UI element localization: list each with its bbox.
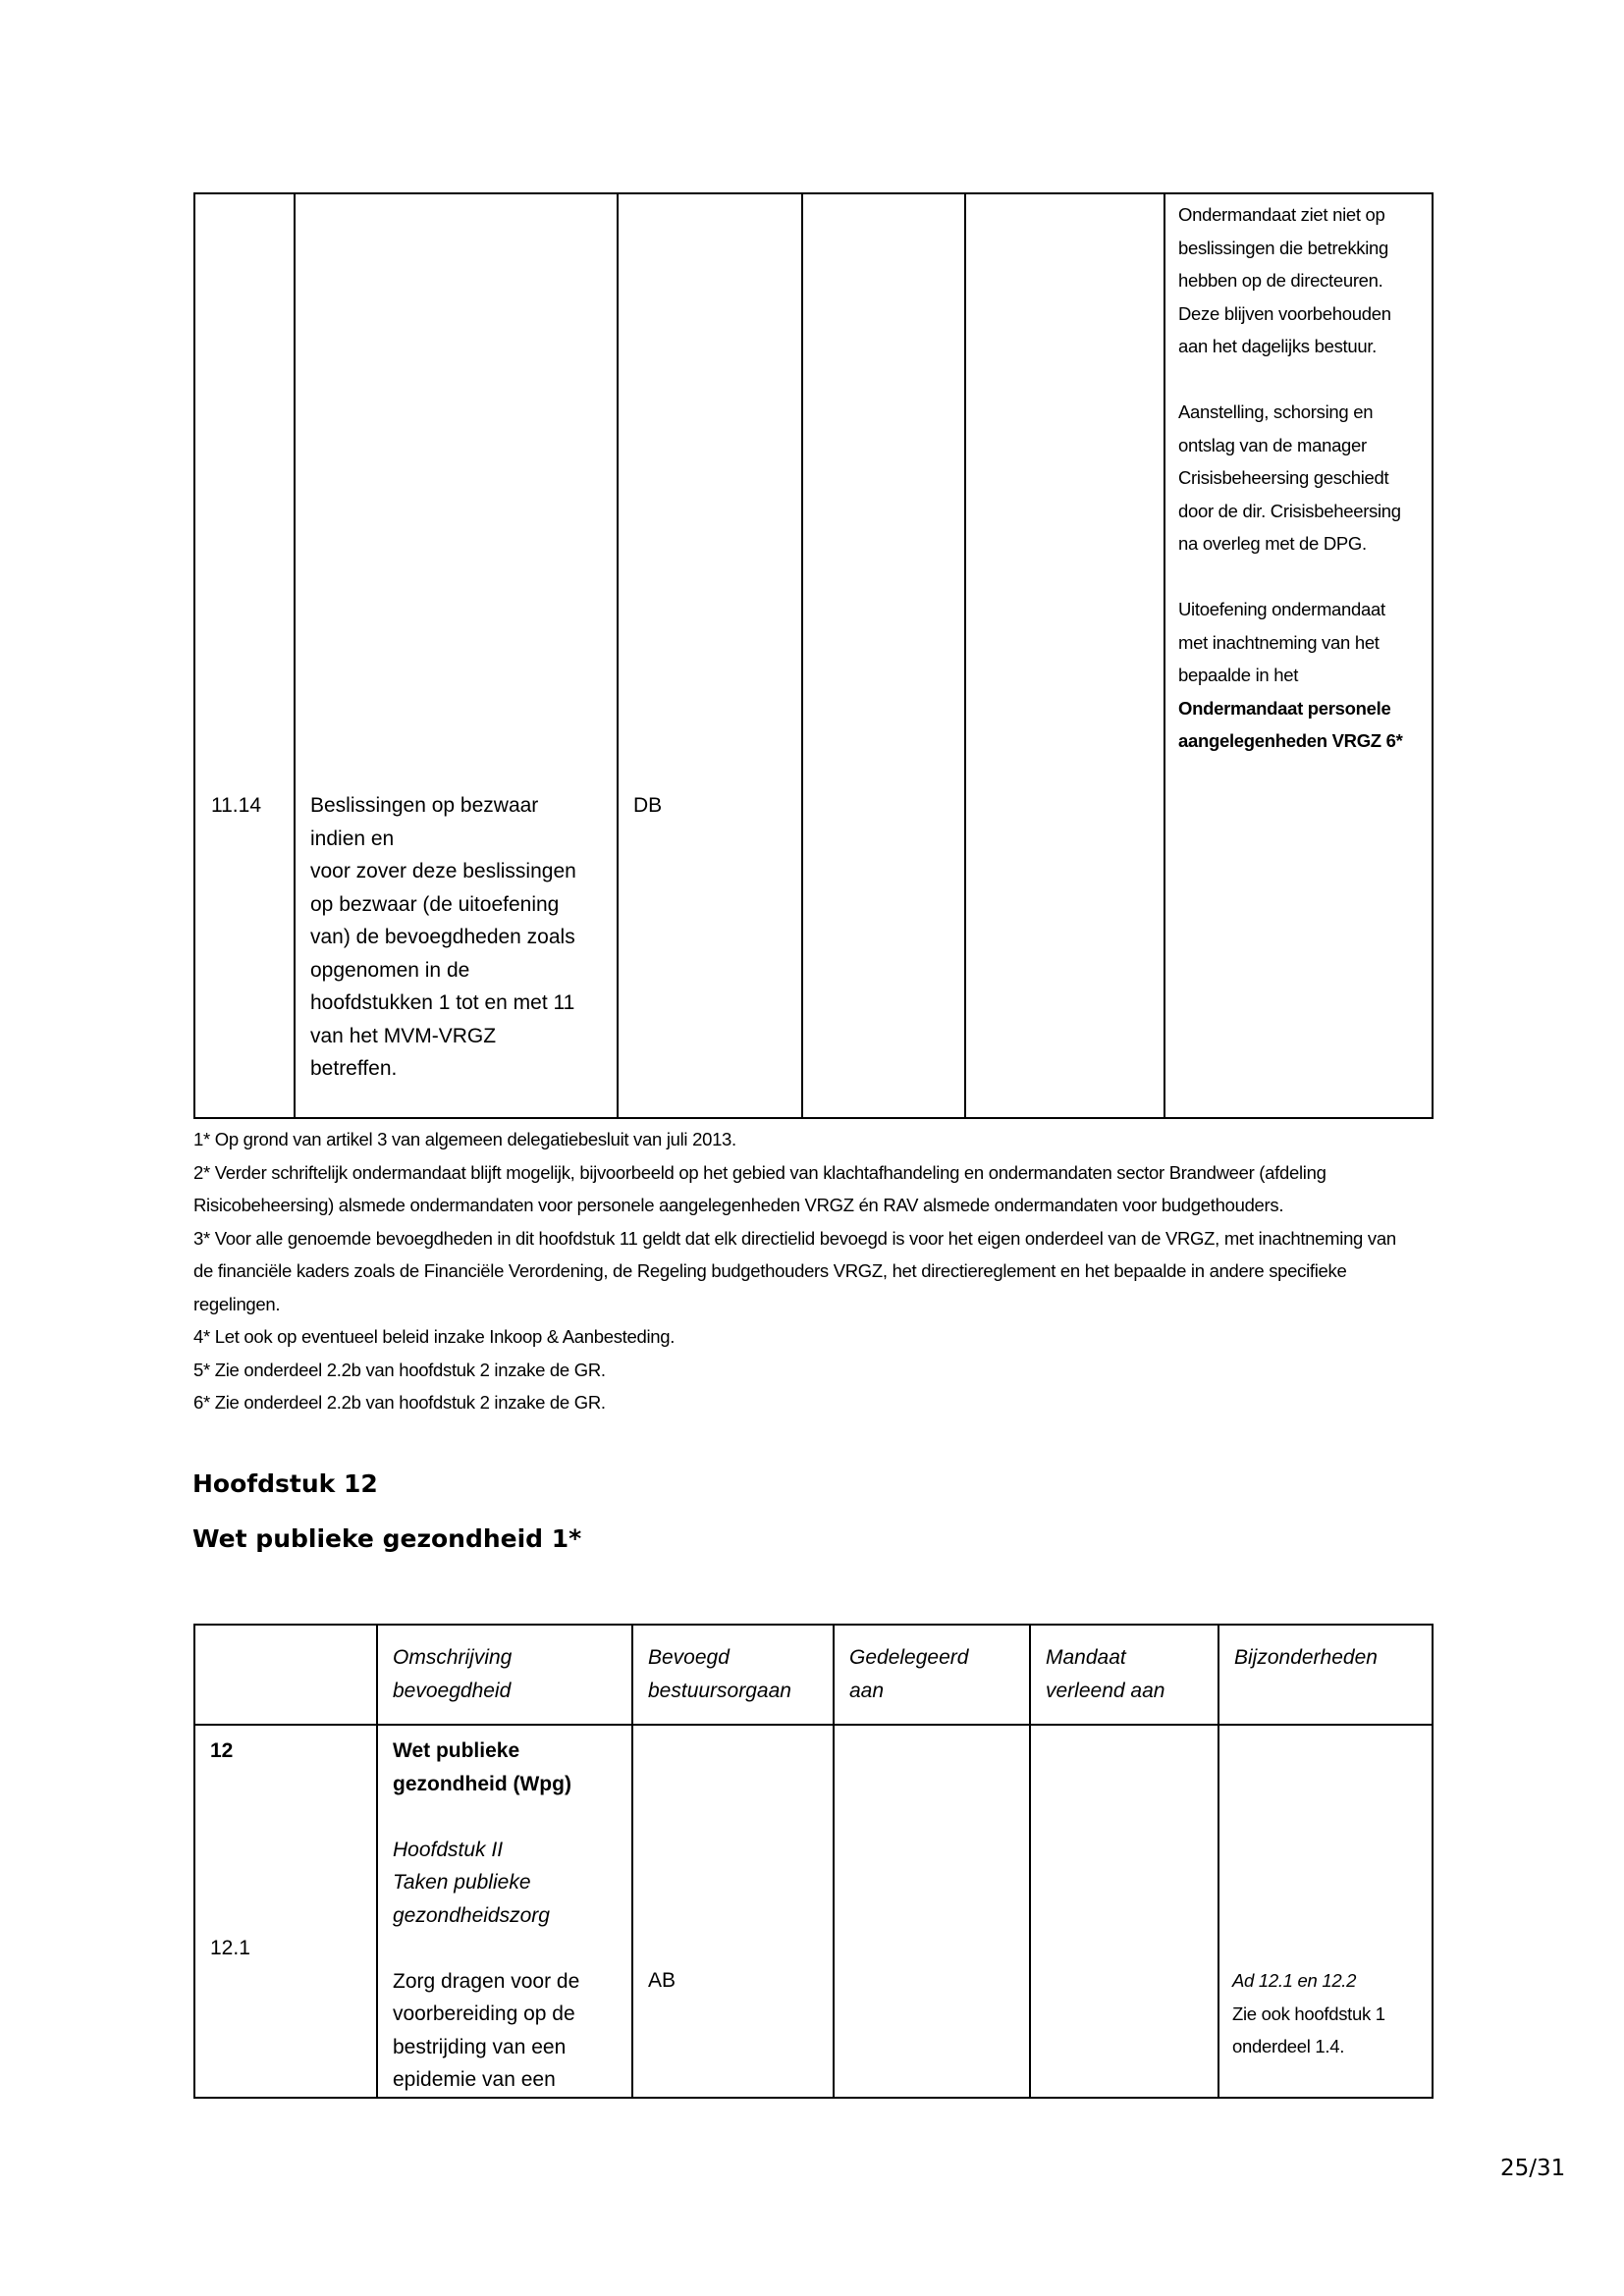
footnotes (193, 1123, 1440, 1419)
description-cell (295, 193, 618, 1118)
footnote: regelingen. (193, 1293, 281, 1314)
details-cell (1164, 193, 1433, 1118)
header-gedelegeerd: Gedelegeerd aan (834, 1625, 1030, 1725)
row-body: DB (633, 794, 663, 817)
header-bijzonderheden: Bijzonderheden (1218, 1625, 1433, 1725)
row-details: Ondermandaat ziet niet op beslissingen die betrekking hebben op de directeuren. Deze blijven voorbehouden aan het dagelijks bestuur. Aanstelling, schorsing en ontslag van de manager Crisisbeheersing geschiedt door de dir. Crisisbeheersing na overleg met de DPG. Uitoefening ondermandaat met inachtneming van het bepaalde in het Ondermandaat personele aangelegenheden VRGZ 6* (1178, 204, 1403, 751)
header-mandaat: Mandaat verleend aan (1030, 1625, 1218, 1725)
details-cell: Ad 12.1 en 12.2 Zie ook hoofdstuk 1 onderdeel 1.4. (1218, 1725, 1433, 2098)
footnote: 2* Verder schriftelijk ondermandaat blijft mogelijk, bijvoorbeeld op het gebied van klachtafhandeling en ondermandaten sector Brandweer (afdeling (193, 1161, 1326, 1183)
footnote: 1* Op grond van artikel 3 van algemeen delegatiebesluit van juli 2013. (193, 1129, 736, 1149)
chapter-subtitle: Wet publieke gezondheid 1* (192, 1524, 582, 1553)
mandate-cell (1030, 1725, 1218, 2098)
header-number-cell (194, 1625, 377, 1725)
body-cell (618, 193, 802, 1118)
row-number-cell (194, 193, 295, 1118)
row-description: Beslissingen op bezwaar indien en voor zover deze beslissingen op bezwaar (de uitoefening van) de bevoegdheden zoals opgenomen in de hoofdstukken 1 tot en met 11 van het MVM-VRGZ betreffen. (310, 794, 576, 1080)
header-omschrijving: Omschrijving bevoegdheid (377, 1625, 632, 1725)
footnote: 3* Voor alle genoemde bevoegdheden in dit hoofdstuk 11 geldt dat elk directielid bevoegd is voor het eigen onderdeel van de VRGZ, met inachtneming van (193, 1227, 1396, 1249)
footnote: Risicobeheersing) alsmede ondermandaten voor personele aangelegenheden VRGZ én RAV alsmede ondermandaten voor budgethouders. (193, 1195, 1284, 1215)
footnote: de financiële kaders zoals de Financiële Verordening, de Regeling budgethouders VRGZ, het directiereglement en het bepaalde in andere specifieke (193, 1260, 1347, 1281)
row-number: 12.1 (210, 1937, 250, 1959)
description-cell: Wet publieke gezondheid (Wpg) Hoofdstuk II Taken publieke gezondheidszorg Zorg dragen voor de voorbereiding op de bestrijding van een epidemie van een (377, 1725, 632, 2098)
delegation-table-chapter-11 (193, 192, 1434, 1119)
delegated-cell (802, 193, 965, 1118)
footnote: 5* Zie onderdeel 2.2b van hoofdstuk 2 inzake de GR. (193, 1359, 606, 1380)
page-number: 25/31 (1500, 2156, 1566, 2181)
section-number: 12 (210, 1739, 234, 1762)
number-cell (194, 1725, 377, 2098)
header-bevoegd: Bevoegd bestuursorgaan (632, 1625, 834, 1725)
footnote: 4* Let ook op eventueel beleid inzake Inkoop & Aanbesteding. (193, 1326, 676, 1347)
footnote: 6* Zie onderdeel 2.2b van hoofdstuk 2 inzake de GR. (193, 1392, 606, 1413)
chapter-title: Hoofdstuk 12 (192, 1469, 378, 1498)
row-body: AB (648, 1969, 677, 1992)
body-cell (632, 1725, 834, 2098)
mandate-cell (965, 193, 1164, 1118)
delegation-table-chapter-12 (193, 1624, 1434, 2099)
delegated-cell (834, 1725, 1030, 2098)
row-number: 11.14 (211, 794, 261, 817)
